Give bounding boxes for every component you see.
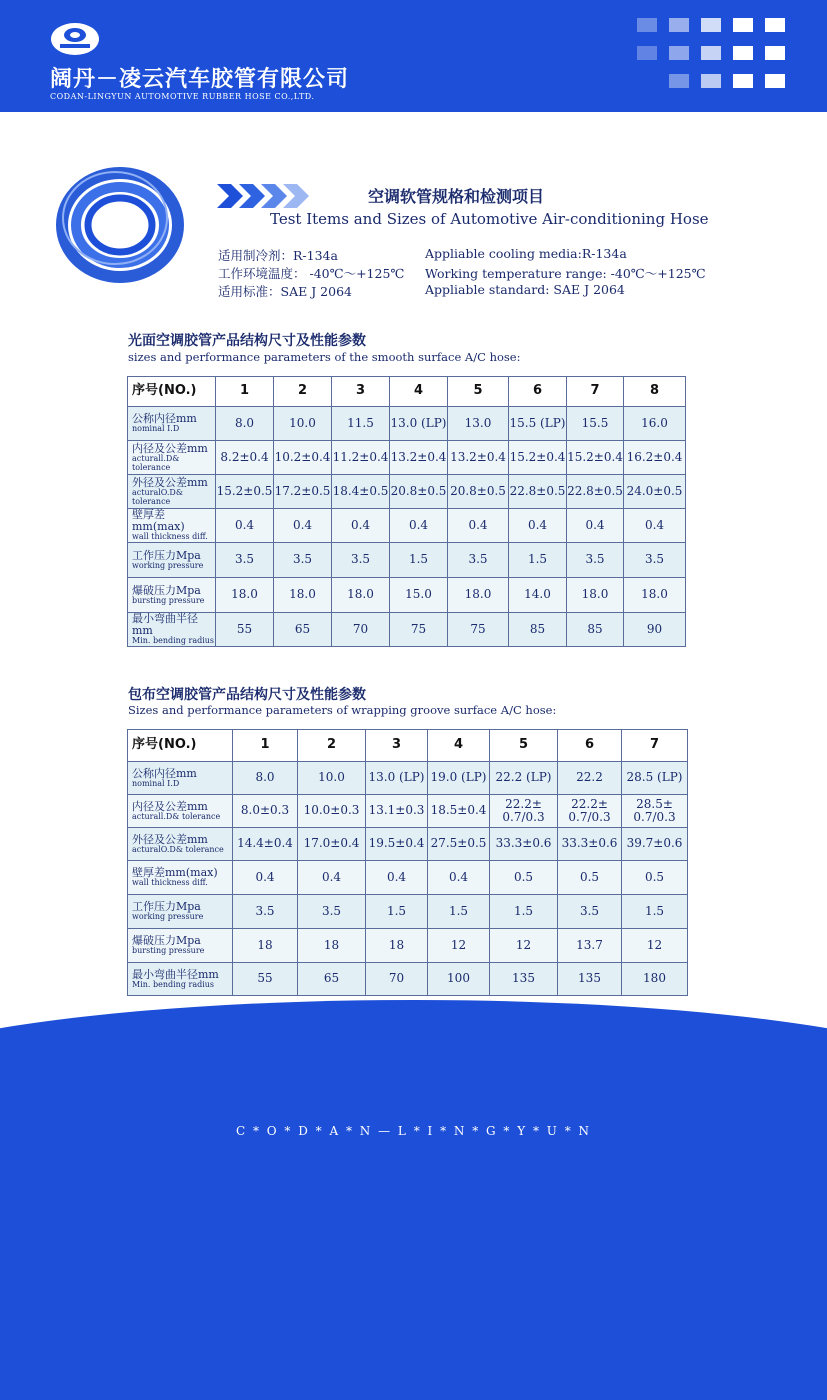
table-cell: 39.7±0.6 xyxy=(622,828,688,861)
table-cell: 135 xyxy=(490,963,558,996)
table-cell: 22.2± 0.7/0.3 xyxy=(490,795,558,828)
table-cell: 0.5 xyxy=(622,861,688,895)
table-cell: 13.2±0.4 xyxy=(390,441,448,475)
table-cell: 3.5 xyxy=(233,895,298,929)
spec-standard-en: Appliable standard: SAE J 2064 xyxy=(425,282,625,297)
header-col-7: 7 xyxy=(567,377,624,407)
row-label-cn: 壁厚差mm(max) xyxy=(132,508,185,534)
table-cell: 3.5 xyxy=(274,543,332,578)
table-cell: 20.8±0.5 xyxy=(448,475,509,509)
row-label xyxy=(128,407,216,441)
table-cell: 18.0 xyxy=(332,578,390,613)
table-cell: 0.4 xyxy=(390,509,448,543)
table-cell: 13.7 xyxy=(558,929,622,963)
table-cell: 0.5 xyxy=(558,861,622,895)
table-row xyxy=(128,861,688,895)
table-row xyxy=(128,578,686,613)
table-cell: 0.4 xyxy=(509,509,567,543)
table-cell: 0.4 xyxy=(216,509,274,543)
header-col-1: 1 xyxy=(216,377,274,407)
table-cell: 22.2± 0.7/0.3 xyxy=(558,795,622,828)
table-cell: 1.5 xyxy=(366,895,428,929)
table-cell: 11.5 xyxy=(332,407,390,441)
row-label xyxy=(128,762,233,795)
table-cell: 1.5 xyxy=(428,895,490,929)
table-cell: 0.4 xyxy=(332,509,390,543)
row-label xyxy=(128,895,233,929)
table-cell: 12 xyxy=(490,929,558,963)
page-title-cn: 空调软管规格和检测项目 xyxy=(368,187,545,206)
row-label xyxy=(128,828,233,861)
table-cell: 0.4 xyxy=(233,861,298,895)
table-header-row xyxy=(128,377,686,407)
header-col-7: 7 xyxy=(622,730,688,762)
table-cell: 11.2±0.4 xyxy=(332,441,390,475)
table-cell: 8.0 xyxy=(233,762,298,795)
row-label xyxy=(128,963,233,996)
table-cell: 17.2±0.5 xyxy=(274,475,332,509)
section1-title-cn: 光面空调胶管产品结构尺寸及性能参数 xyxy=(128,333,366,349)
header-col-2: 2 xyxy=(274,377,332,407)
row-label-en: acturalO.D& tolerance xyxy=(132,844,224,854)
table-cell: 0.4 xyxy=(624,509,686,543)
row-label-en: bursting pressure xyxy=(132,946,205,956)
header-col-3: 3 xyxy=(366,730,428,762)
table-cell: 65 xyxy=(298,963,366,996)
row-label-cn: 公称内径mm xyxy=(132,766,197,780)
company-logo-icon xyxy=(50,22,100,56)
row-label-en: acturall.D& tolerance xyxy=(132,453,180,472)
row-label-cn: 外径及公差mm xyxy=(132,832,208,846)
table-cell: 18.0 xyxy=(216,578,274,613)
table-cell: 75 xyxy=(448,613,509,647)
hose-coil-image xyxy=(55,160,185,290)
table-cell: 28.5± 0.7/0.3 xyxy=(622,795,688,828)
header-col-5: 5 xyxy=(448,377,509,407)
row-label-en: working pressure xyxy=(132,912,204,922)
table-cell: 27.5±0.5 xyxy=(428,828,490,861)
table-cell: 28.5 (LP) xyxy=(622,762,688,795)
row-label xyxy=(128,509,216,543)
row-label-en: Min. bending radius xyxy=(132,636,215,646)
header-no-label: 序号(NO.) xyxy=(128,377,216,407)
wrapped-hose-table xyxy=(127,729,688,996)
table-cell: 18.0 xyxy=(448,578,509,613)
table-cell: 3.5 xyxy=(558,895,622,929)
table-cell: 180 xyxy=(622,963,688,996)
table-cell: 55 xyxy=(216,613,274,647)
table-cell: 85 xyxy=(509,613,567,647)
table-cell: 85 xyxy=(567,613,624,647)
table-cell: 10.0 xyxy=(298,762,366,795)
table-cell: 10.2±0.4 xyxy=(274,441,332,475)
table-cell: 10.0±0.3 xyxy=(298,795,366,828)
table-cell: 70 xyxy=(332,613,390,647)
table-row xyxy=(128,441,686,475)
table-cell: 22.8±0.5 xyxy=(567,475,624,509)
table-row xyxy=(128,475,686,509)
spec-temperature-en: Working temperature range: -40℃～+125℃ xyxy=(425,266,706,281)
row-label-cn: 公称内径mm xyxy=(132,412,197,426)
table-cell: 0.4 xyxy=(274,509,332,543)
table-cell: 33.3±0.6 xyxy=(490,828,558,861)
table-cell: 18.0 xyxy=(624,578,686,613)
decorative-squares xyxy=(637,18,787,98)
table-cell: 20.8±0.5 xyxy=(390,475,448,509)
row-label xyxy=(128,795,233,828)
table-cell: 15.2±0.4 xyxy=(567,441,624,475)
table-cell: 13.0 (LP) xyxy=(366,762,428,795)
row-label-en: nominal I.D xyxy=(132,778,180,788)
page-title-en: Test Items and Sizes of Automotive Air-conditioning Hose xyxy=(270,210,709,228)
row-label xyxy=(128,929,233,963)
row-label-en: acturall.D& tolerance xyxy=(132,811,221,821)
header-col-3: 3 xyxy=(332,377,390,407)
row-label-cn: 最小弯曲半径mm xyxy=(132,612,198,638)
table-cell: 14.4±0.4 xyxy=(233,828,298,861)
header-col-5: 5 xyxy=(490,730,558,762)
section2-title-en: Sizes and performance parameters of wrapping groove surface A/C hose: xyxy=(128,703,557,717)
row-label-cn: 爆破压力Mpa xyxy=(132,934,201,948)
table-cell: 8.0±0.3 xyxy=(233,795,298,828)
table-cell: 13.0 (LP) xyxy=(390,407,448,441)
row-label-cn: 最小弯曲半径mm xyxy=(132,967,219,981)
table-row xyxy=(128,509,686,543)
company-name-cn: 阔丹－凌云汽车胶管有限公司 xyxy=(50,67,350,92)
header-col-6: 6 xyxy=(509,377,567,407)
table-cell: 135 xyxy=(558,963,622,996)
table-cell: 0.4 xyxy=(448,509,509,543)
row-label xyxy=(128,613,216,647)
table-cell: 16.2±0.4 xyxy=(624,441,686,475)
table-cell: 75 xyxy=(390,613,448,647)
table-cell: 16.0 xyxy=(624,407,686,441)
table-cell: 0.4 xyxy=(428,861,490,895)
table-cell: 19.0 (LP) xyxy=(428,762,490,795)
table-cell: 3.5 xyxy=(624,543,686,578)
table-cell: 8.2±0.4 xyxy=(216,441,274,475)
chevron-arrows-icon xyxy=(217,182,327,210)
table-cell: 70 xyxy=(366,963,428,996)
table-row xyxy=(128,895,688,929)
table-cell: 18.0 xyxy=(274,578,332,613)
table-cell: 15.0 xyxy=(390,578,448,613)
header-no-label: 序号(NO.) xyxy=(128,730,233,762)
row-label-cn: 壁厚差mm(max) xyxy=(132,866,218,880)
table-cell: 22.2 (LP) xyxy=(490,762,558,795)
row-label xyxy=(128,441,216,475)
table-cell: 15.5 (LP) xyxy=(509,407,567,441)
table-cell: 0.4 xyxy=(366,861,428,895)
table-cell: 18.5±0.4 xyxy=(428,795,490,828)
table-cell: 3.5 xyxy=(567,543,624,578)
table-cell: 15.2±0.5 xyxy=(216,475,274,509)
table-cell: 19.5±0.4 xyxy=(366,828,428,861)
table-cell: 13.2±0.4 xyxy=(448,441,509,475)
header-col-1: 1 xyxy=(233,730,298,762)
table-cell: 3.5 xyxy=(298,895,366,929)
table-cell: 24.0±0.5 xyxy=(624,475,686,509)
table-row xyxy=(128,828,688,861)
table-cell: 22.8±0.5 xyxy=(509,475,567,509)
row-label-cn: 内径及公差mm xyxy=(132,799,208,813)
table-row xyxy=(128,762,688,795)
table-cell: 33.3±0.6 xyxy=(558,828,622,861)
table-row xyxy=(128,613,686,647)
row-label-en: Min. bending radius xyxy=(132,979,215,989)
table-row xyxy=(128,407,686,441)
table-cell: 12 xyxy=(428,929,490,963)
row-label-en: working pressure xyxy=(132,560,204,570)
row-label-cn: 内径及公差mm xyxy=(132,441,208,455)
row-label-cn: 工作压力Mpa xyxy=(132,900,201,914)
row-label-en: nominal I.D xyxy=(132,424,180,434)
table-cell: 13.0 xyxy=(448,407,509,441)
header-col-4: 4 xyxy=(428,730,490,762)
spec-refrigerant-cn: 适用制冷剂：R-134a xyxy=(218,248,338,263)
header-col-8: 8 xyxy=(624,377,686,407)
table-row xyxy=(128,963,688,996)
table-cell: 65 xyxy=(274,613,332,647)
table-cell: 3.5 xyxy=(216,543,274,578)
row-label xyxy=(128,543,216,578)
footer-brand-text: C * O * D * A * N — L * I * N * G * Y * U * N xyxy=(235,1124,592,1138)
spec-temperature-cn: 工作环境温度： -40℃～+125℃ xyxy=(218,266,405,281)
row-label-en: acturalO.D& tolerance xyxy=(132,487,183,506)
table-cell: 18 xyxy=(233,929,298,963)
table-row xyxy=(128,795,688,828)
table-cell: 3.5 xyxy=(448,543,509,578)
row-label-en: bursting pressure xyxy=(132,595,205,605)
table-row xyxy=(128,929,688,963)
header-col-2: 2 xyxy=(298,730,366,762)
table-cell: 100 xyxy=(428,963,490,996)
table-cell: 1.5 xyxy=(390,543,448,578)
table-cell: 15.2±0.4 xyxy=(509,441,567,475)
row-label xyxy=(128,475,216,509)
table-cell: 17.0±0.4 xyxy=(298,828,366,861)
table-cell: 1.5 xyxy=(622,895,688,929)
row-label xyxy=(128,578,216,613)
row-label xyxy=(128,861,233,895)
table-cell: 3.5 xyxy=(332,543,390,578)
header-banner xyxy=(0,0,827,112)
section2-title-cn: 包布空调胶管产品结构尺寸及性能参数 xyxy=(128,687,366,703)
table-row xyxy=(128,543,686,578)
header-col-6: 6 xyxy=(558,730,622,762)
section1-title-en: sizes and performance parameters of the smooth surface A/C hose: xyxy=(128,350,521,364)
header-col-4: 4 xyxy=(390,377,448,407)
table-cell: 8.0 xyxy=(216,407,274,441)
row-label-en: wall thickness diff. xyxy=(132,878,208,888)
table-cell: 1.5 xyxy=(509,543,567,578)
row-label-cn: 爆破压力Mpa xyxy=(132,583,201,597)
table-cell: 10.0 xyxy=(274,407,332,441)
table-cell: 22.2 xyxy=(558,762,622,795)
table-cell: 18 xyxy=(366,929,428,963)
table-cell: 90 xyxy=(624,613,686,647)
table-cell: 55 xyxy=(233,963,298,996)
spec-standard-cn: 适用标准：SAE J 2064 xyxy=(218,284,352,299)
table-cell: 12 xyxy=(622,929,688,963)
table-cell: 14.0 xyxy=(509,578,567,613)
table-cell: 18 xyxy=(298,929,366,963)
table-cell: 13.1±0.3 xyxy=(366,795,428,828)
footer-band xyxy=(0,1000,827,1400)
table-cell: 0.5 xyxy=(490,861,558,895)
table-cell: 1.5 xyxy=(490,895,558,929)
table-cell: 0.4 xyxy=(567,509,624,543)
table-cell: 18.0 xyxy=(567,578,624,613)
row-label-en: wall thickness diff. xyxy=(132,532,208,542)
table-cell: 0.4 xyxy=(298,861,366,895)
table-cell: 15.5 xyxy=(567,407,624,441)
smooth-hose-table xyxy=(127,376,686,647)
spec-refrigerant-en: Appliable cooling media:R-134a xyxy=(425,246,627,261)
table-cell: 18.4±0.5 xyxy=(332,475,390,509)
row-label-cn: 外径及公差mm xyxy=(132,475,208,489)
table-header-row xyxy=(128,730,688,762)
row-label-cn: 工作压力Mpa xyxy=(132,548,201,562)
company-name-en: CODAN-LINGYUN AUTOMOTIVE RUBBER HOSE CO.,LTD. xyxy=(50,92,315,101)
